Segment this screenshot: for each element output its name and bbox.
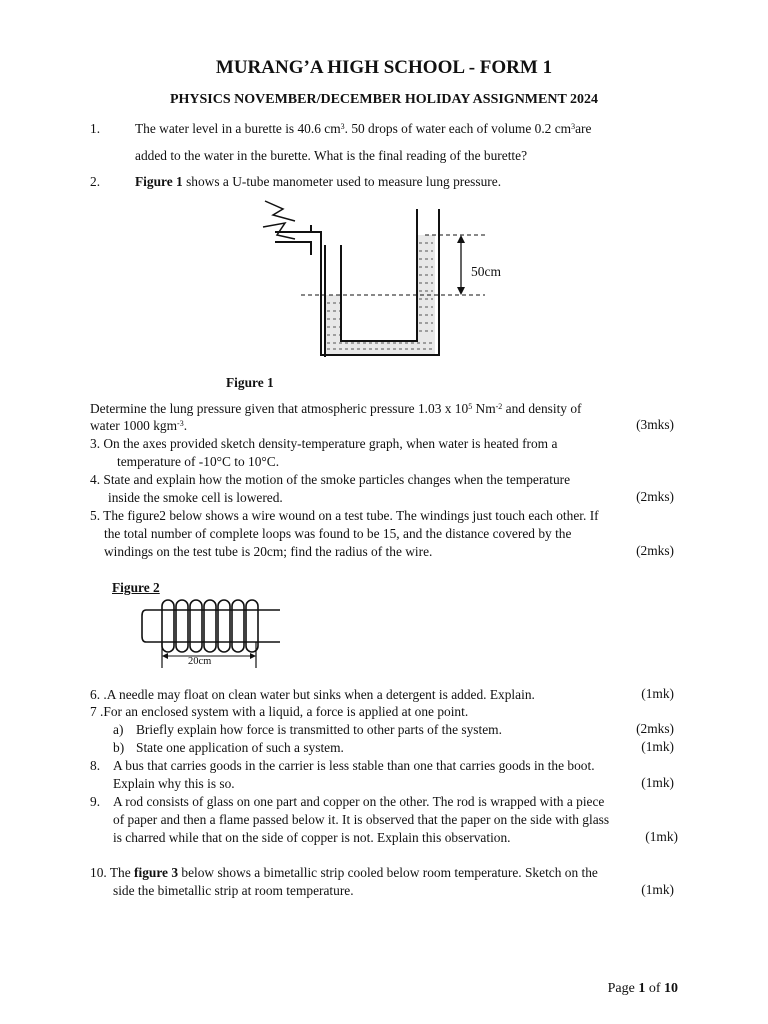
q2-marks: (3mks) bbox=[636, 417, 674, 432]
q5-line2: the total number of complete loops was found to be 15, and the distance covered by the bbox=[104, 526, 572, 541]
q2-line2: Determine the lung pressure given that atmospheric pressure 1.03 x $10^5$ $Nm^{-2}$ and density of bbox=[90, 401, 582, 416]
q7-text: 7 .For an enclosed system with a liquid, a force is applied at one point. bbox=[90, 704, 469, 719]
q9-line1: A rod consists of glass on one part and copper on the other. The rod is wrapped with a piece bbox=[113, 794, 605, 809]
figure1-height-label: 50cm bbox=[471, 264, 501, 279]
q10-marks: (1mk) bbox=[641, 882, 674, 897]
q8-marks: (1mk) bbox=[641, 775, 674, 790]
q3-line1: 3. On the axes provided sketch density-temperature graph, when water is heated from a bbox=[90, 436, 558, 451]
q7a-label: a) bbox=[113, 722, 124, 737]
figure2-length-label: 20cm bbox=[188, 656, 212, 667]
q5-marks: (2mks) bbox=[636, 543, 674, 558]
q2-line3: water 1000 kgm$^{-3}$. bbox=[90, 418, 188, 433]
q4-line2: inside the smoke cell is lowered. bbox=[108, 490, 283, 505]
q7a-marks: (2mks) bbox=[636, 721, 674, 736]
manometer-tube-outline bbox=[275, 209, 439, 357]
q9-marks: (1mk) bbox=[645, 829, 678, 844]
page-subtitle: PHYSICS NOVEMBER/DECEMBER HOLIDAY ASSIGNMENT 2024 bbox=[169, 92, 599, 107]
page-title: MURANG’A HIGH SCHOOL - FORM 1 bbox=[215, 57, 553, 78]
page-number: Page 1 of 10 bbox=[607, 981, 678, 996]
q5-line1: 5. The figure2 below shows a wire wound on a test tube. The windings just touch each other. If bbox=[90, 508, 599, 523]
q1-number: 1. bbox=[90, 121, 101, 136]
q7a-text: Briefly explain how force is transmitted to other parts of the system. bbox=[136, 722, 502, 737]
q4-marks: (2mks) bbox=[636, 489, 674, 504]
q6-marks: (1mk) bbox=[641, 686, 674, 701]
q7b-marks: (1mk) bbox=[641, 739, 674, 754]
wire-windings bbox=[162, 600, 258, 652]
q4-line1: 4. State and explain how the motion of the smoke particles changes when the temperature bbox=[90, 472, 571, 487]
q10-line2: side the bimetallic strip at room temperature. bbox=[113, 883, 354, 898]
q8-line1: A bus that carries goods in the carrier is less stable than one that carries goods in the boot. bbox=[113, 758, 595, 773]
height-arrow bbox=[457, 235, 465, 295]
q3-line2: temperature of -10°C to 10°C. bbox=[117, 454, 280, 469]
q5-line3: windings on the test tube is 20cm; find the radius of the wire. bbox=[104, 544, 433, 559]
q9-line3: is charred while that on the side of copper is not. Explain this observation. bbox=[113, 830, 511, 845]
air-inlet-arrows bbox=[263, 201, 295, 239]
q6-text: 6. .A needle may float on clean water but sinks when a detergent is added. Explain. bbox=[90, 687, 535, 702]
q9-line2: of paper and then a flame passed below it. It is observed that the paper on the side with glass bbox=[113, 812, 610, 827]
u-tube-manometer-figure bbox=[255, 195, 515, 365]
q8-number: 8. bbox=[90, 758, 101, 773]
q9-number: 9. bbox=[90, 794, 101, 809]
figure2-caption: Figure 2 bbox=[112, 580, 160, 595]
q7b-label: b) bbox=[113, 740, 125, 755]
q1-line1: The water level in a burette is 40.6 $cm^3$. 50 drops of water each of volume 0.2 $cm^3are$ bbox=[135, 121, 592, 136]
q7b-text: State one application of such a system. bbox=[136, 740, 344, 755]
q10-line1: 10. The figure 3 below shows a bimetallic strip cooled below room temperature. Sketch on the bbox=[90, 865, 598, 880]
q1-line2: added to the water in the burette. What is the final reading of the burette? bbox=[135, 148, 528, 163]
q2-number: 2. bbox=[90, 174, 101, 189]
q8-line2: Explain why this is so. bbox=[113, 776, 235, 791]
coil-test-tube-figure bbox=[140, 594, 290, 672]
figure1-caption: Figure 1 bbox=[226, 375, 274, 390]
q2-line1: Figure 1 shows a U-tube manometer used to measure lung pressure. bbox=[135, 174, 502, 189]
